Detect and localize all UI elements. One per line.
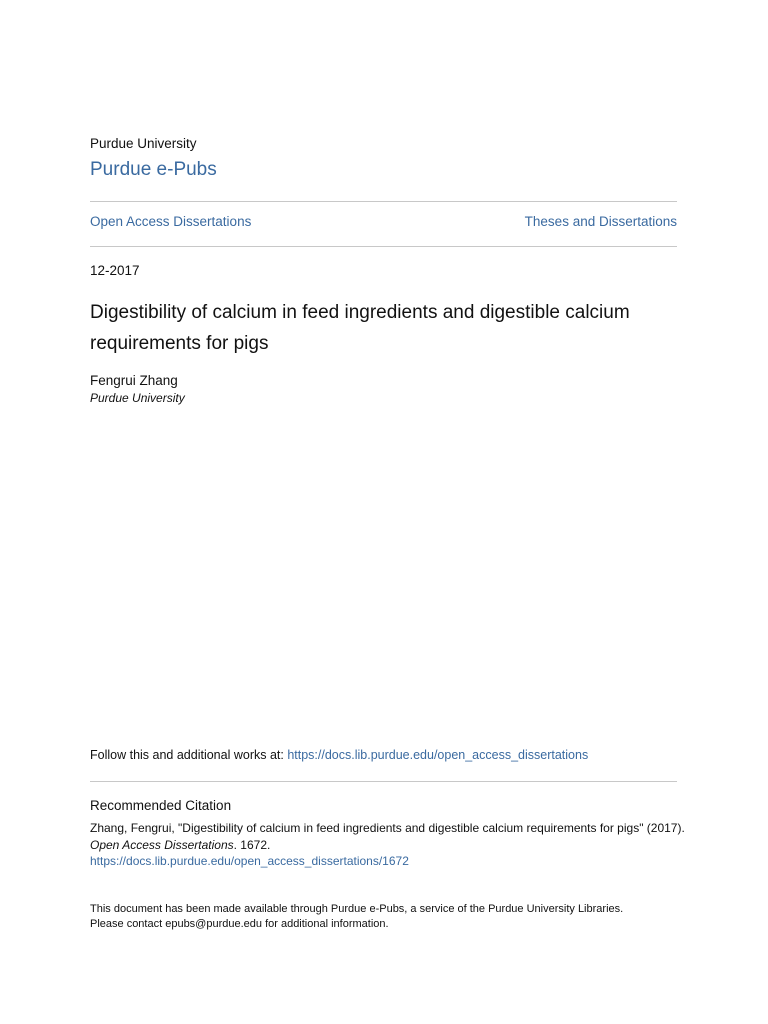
repository-link[interactable]: Purdue e-Pubs bbox=[90, 159, 217, 180]
institution-name: Purdue University bbox=[90, 136, 197, 151]
collection-link[interactable]: Open Access Dissertations bbox=[90, 214, 252, 229]
divider-top bbox=[90, 201, 677, 202]
citation-url-link[interactable]: https://docs.lib.purdue.edu/open_access_dissertations/1672 bbox=[90, 854, 409, 868]
divider-nav bbox=[90, 246, 677, 247]
publication-date: 12-2017 bbox=[90, 263, 140, 278]
author-name: Fengrui Zhang bbox=[90, 373, 178, 388]
footer-note bbox=[90, 902, 690, 932]
footer-line-2: Please contact epubs@purdue.edu for additional information. bbox=[90, 918, 389, 930]
divider-citation bbox=[90, 781, 677, 782]
citation-text: Zhang, Fengrui, "Digestibility of calcium in feed ingredients and digestible calcium requirements for pigs" (2017). bbox=[90, 821, 685, 835]
parent-collection-link[interactable]: Theses and Dissertations bbox=[524, 214, 677, 229]
follow-label: Follow this and additional works at: bbox=[90, 748, 288, 762]
follow-url-link[interactable]: https://docs.lib.purdue.edu/open_access_dissertations bbox=[287, 748, 589, 762]
citation-number: . 1672. bbox=[233, 837, 271, 852]
document-title: Digestibility of calcium in feed ingredients and digestible calcium requirements for pigs bbox=[90, 302, 630, 354]
citation-series: Open Access Dissertations bbox=[90, 837, 234, 852]
follow-line bbox=[90, 748, 588, 762]
citation-heading: Recommended Citation bbox=[90, 798, 232, 813]
author-affiliation: Purdue University bbox=[90, 391, 185, 405]
footer-line-1: This document has been made available through Purdue e-Pubs, a service of the Purdue University Libraries. bbox=[90, 903, 624, 915]
citation-block bbox=[90, 820, 690, 870]
